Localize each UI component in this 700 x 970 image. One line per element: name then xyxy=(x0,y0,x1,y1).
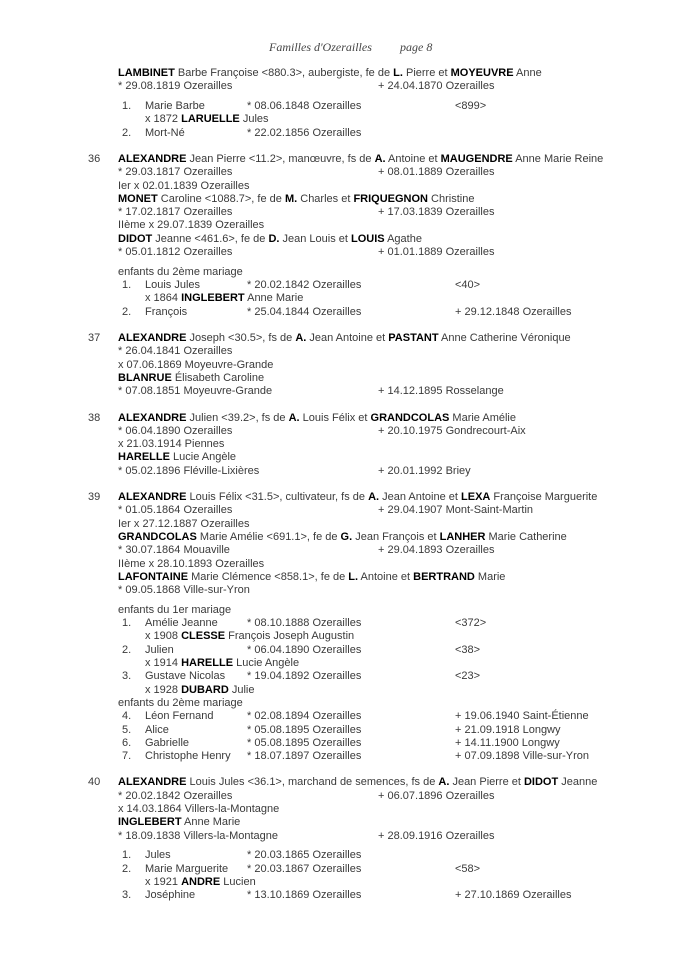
text-segment: Louis Jules <36.1>, marchand de semences, fs de xyxy=(186,776,439,789)
child-extra: + 29.12.1848 Ozerailles xyxy=(455,305,572,318)
surname: HARELLE xyxy=(118,451,170,464)
entry-line xyxy=(0,219,700,232)
text-segment: Christine xyxy=(428,192,475,205)
text-segment: Jean François et xyxy=(352,530,440,543)
text-segment: Lucie Angèle xyxy=(169,451,237,464)
child-name: Gustave Nicolas xyxy=(145,670,226,683)
child-name: Julien xyxy=(145,643,174,656)
entry-number: 39 xyxy=(88,491,101,504)
child-row xyxy=(0,306,700,319)
text-segment: Jeanne <461.6>, fe de xyxy=(152,232,269,245)
family-entry xyxy=(0,153,700,319)
child-name: Marie Barbe xyxy=(145,100,205,113)
child-extra: <40> xyxy=(455,279,481,292)
birth-info: * 01.05.1864 Ozerailles xyxy=(118,504,233,517)
surname: INGLEBERT xyxy=(181,292,245,305)
child-name: Marie Marguerite xyxy=(145,862,229,875)
surname: DIDOT xyxy=(118,232,153,245)
person-line xyxy=(118,332,571,345)
child-name: Léon Fernand xyxy=(145,710,214,723)
child-birth: * 18.07.1897 Ozerailles xyxy=(247,750,362,763)
family-entry xyxy=(0,776,700,902)
text-segment: x 1914 xyxy=(145,657,182,670)
entry-line xyxy=(0,876,700,889)
entry-line xyxy=(0,80,700,93)
child-row xyxy=(0,724,700,737)
person-line xyxy=(118,219,264,232)
text-segment: Julien <39.2>, fs de xyxy=(186,411,289,424)
surname: A. xyxy=(295,332,307,345)
surname: LEXA xyxy=(461,491,491,504)
birth-info: * 18.09.1838 Villers-la-Montagne xyxy=(118,829,279,842)
family-entry xyxy=(0,332,700,398)
text-segment: Caroline <1088.7>, fe de xyxy=(157,192,285,205)
entry-line xyxy=(0,830,700,843)
person-line xyxy=(118,153,603,166)
entry-line xyxy=(0,438,700,451)
surname: GRANDCOLAS xyxy=(370,411,450,424)
surname: ALEXANDRE xyxy=(118,411,187,424)
child-number: 5. xyxy=(122,723,132,736)
surname: A. xyxy=(288,411,300,424)
text-segment: IIème x 28.10.1893 Ozerailles xyxy=(118,557,265,570)
person-line xyxy=(118,372,264,385)
child-name: Joséphine xyxy=(145,889,196,902)
birth-info: * 05.01.1812 Ozerailles xyxy=(118,246,233,259)
text-segment: Jean Pierre <11.2>, manœuvre, fs de xyxy=(186,152,375,165)
surname: L. xyxy=(393,67,403,79)
entry-line xyxy=(0,345,700,358)
person-line xyxy=(118,604,231,617)
death-info: + 28.09.1916 Ozerailles xyxy=(378,829,495,842)
child-number: 2. xyxy=(122,862,132,875)
entry-line xyxy=(0,385,700,398)
child-row xyxy=(0,644,700,657)
surname: L. xyxy=(348,570,359,583)
surname: ANDRE xyxy=(181,876,221,889)
text-segment: Charles et xyxy=(297,192,354,205)
surname: A. xyxy=(368,491,380,504)
person-line xyxy=(118,451,236,464)
child-marriage xyxy=(145,876,256,889)
surname: MONET xyxy=(118,192,158,205)
person-line xyxy=(118,193,474,206)
child-name: Louis Jules xyxy=(145,279,201,292)
birth-info: * 29.08.1819 Ozerailles xyxy=(118,80,233,93)
text-segment: Élisabeth Caroline xyxy=(171,371,265,384)
child-extra: + 21.09.1918 Longwy xyxy=(455,723,561,736)
child-number: 3. xyxy=(122,889,132,902)
child-row xyxy=(0,670,700,683)
text-segment: François Joseph Augustin xyxy=(225,630,355,643)
person-line xyxy=(118,518,249,531)
surname: M. xyxy=(284,192,298,205)
family-entry xyxy=(0,491,700,763)
text-segment: Françoise Marguerite xyxy=(490,491,598,504)
birth-info: * 26.04.1841 Ozerailles xyxy=(118,345,233,358)
child-birth: * 05.08.1895 Ozerailles xyxy=(247,723,362,736)
entry-line xyxy=(0,67,700,80)
surname: D. xyxy=(268,232,280,245)
surname: ALEXANDRE xyxy=(118,491,187,504)
child-number: 6. xyxy=(122,736,132,749)
child-extra: <372> xyxy=(455,617,487,630)
text-segment: Joseph <30.5>, fs de xyxy=(186,332,296,345)
surname: DUBARD xyxy=(181,683,229,696)
entry-line xyxy=(0,630,700,643)
child-birth: * 08.06.1848 Ozerailles xyxy=(247,100,362,113)
text-segment: Anne xyxy=(513,67,542,79)
text-segment: Louis Félix <31.5>, cultivateur, fs de xyxy=(186,491,369,504)
child-marriage xyxy=(145,292,303,305)
text-segment: Marie xyxy=(474,570,506,583)
birth-info: * 29.03.1817 Ozerailles xyxy=(118,166,233,179)
text-segment: enfants du 1er mariage xyxy=(118,603,232,616)
surname: LANHER xyxy=(439,530,486,543)
child-number: 4. xyxy=(122,710,132,723)
entry-line xyxy=(0,558,700,571)
surname: BERTRAND xyxy=(413,570,475,583)
entry-line xyxy=(0,816,700,829)
text-segment: x 14.03.1864 Villers-la-Montagne xyxy=(118,803,280,816)
text-segment: enfants du 2ème mariage xyxy=(118,265,243,278)
birth-info: * 09.05.1868 Ville-sur-Yron xyxy=(118,584,250,597)
text-segment: Jean Pierre et xyxy=(449,776,524,789)
child-row xyxy=(0,127,700,140)
entry-line xyxy=(0,657,700,670)
surname: LAMBINET xyxy=(118,67,175,79)
person-line xyxy=(118,266,243,279)
child-birth: * 19.04.1892 Ozerailles xyxy=(247,670,362,683)
child-extra: <899> xyxy=(455,100,487,113)
text-segment: x 1872 xyxy=(145,113,182,126)
child-number: 1. xyxy=(122,617,132,630)
birth-info: * 17.02.1817 Ozerailles xyxy=(118,206,233,219)
person-line xyxy=(118,359,273,372)
entry-line xyxy=(0,697,700,710)
entry-line xyxy=(0,332,700,345)
entry-line xyxy=(0,684,700,697)
death-info: + 20.10.1975 Gondrecourt-Aix xyxy=(378,424,526,437)
child-number: 2. xyxy=(122,305,132,318)
entry-number: 37 xyxy=(88,332,101,345)
child-birth: * 06.04.1890 Ozerailles xyxy=(247,643,362,656)
surname: ALEXANDRE xyxy=(118,152,187,165)
birth-info: * 07.08.1851 Moyeuvre-Grande xyxy=(118,385,273,398)
person-line xyxy=(118,531,567,544)
text-segment: Marie Amélie xyxy=(449,411,516,424)
child-extra: <58> xyxy=(455,862,481,875)
family-entry xyxy=(0,412,700,478)
entry-line xyxy=(0,412,700,425)
birth-info: * 06.04.1890 Ozerailles xyxy=(118,424,233,437)
entry-line xyxy=(0,790,700,803)
entry-line xyxy=(0,776,700,789)
child-number: 1. xyxy=(122,100,132,113)
surname: PASTANT xyxy=(388,332,439,345)
child-number: 2. xyxy=(122,643,132,656)
entry-number: 40 xyxy=(88,776,101,789)
entry-line xyxy=(0,266,700,279)
death-info: + 08.01.1889 Ozerailles xyxy=(378,166,495,179)
entry-line xyxy=(0,233,700,246)
text-segment: Anne Marie xyxy=(181,816,241,829)
child-marriage xyxy=(145,684,254,697)
child-birth: * 25.04.1844 Ozerailles xyxy=(247,305,362,318)
text-segment: x 1921 xyxy=(145,876,182,889)
person-line xyxy=(118,803,279,816)
birth-info: * 05.02.1896 Fléville-Lixières xyxy=(118,464,260,477)
text-segment: Jules xyxy=(239,113,269,126)
person-line xyxy=(118,438,224,451)
entry-line xyxy=(0,113,700,126)
text-segment: x 1908 xyxy=(145,630,182,643)
surname: MOYEUVRE xyxy=(450,67,514,79)
child-name: François xyxy=(145,305,188,318)
text-segment: Antoine et xyxy=(358,570,414,583)
entry-line xyxy=(0,531,700,544)
text-segment: Ier x 27.12.1887 Ozerailles xyxy=(118,517,250,530)
text-segment: x 07.06.1869 Moyeuvre-Grande xyxy=(118,358,274,371)
child-extra: <23> xyxy=(455,670,481,683)
child-number: 2. xyxy=(122,126,132,139)
surname: G. xyxy=(340,530,353,543)
child-row xyxy=(0,889,700,902)
person-line xyxy=(118,697,243,710)
page-number: page 8 xyxy=(400,40,433,54)
child-row xyxy=(0,750,700,763)
child-extra: + 14.11.1900 Longwy xyxy=(455,736,560,749)
surname: INGLEBERT xyxy=(118,816,182,829)
entry-line xyxy=(0,425,700,438)
text-segment: Anne Catherine Véronique xyxy=(438,332,571,345)
child-name: Jules xyxy=(145,849,171,862)
person-line xyxy=(118,571,505,584)
text-segment: Lucie Angèle xyxy=(233,657,300,670)
child-birth: * 05.08.1895 Ozerailles xyxy=(247,736,362,749)
child-row xyxy=(0,100,700,113)
text-segment: Julie xyxy=(228,683,255,696)
entry-line xyxy=(0,206,700,219)
entry-line xyxy=(0,359,700,372)
family-entry xyxy=(0,67,700,140)
child-row xyxy=(0,617,700,630)
child-marriage xyxy=(145,630,354,643)
death-info: + 01.01.1889 Ozerailles xyxy=(378,246,495,259)
entry-number: 36 xyxy=(88,152,101,165)
child-row xyxy=(0,737,700,750)
text-segment: Marie Clémence <858.1>, fe de xyxy=(188,570,349,583)
child-name: Amélie Jeanne xyxy=(145,617,218,630)
child-row xyxy=(0,279,700,292)
page-header xyxy=(0,40,700,56)
text-segment: Jean Louis et xyxy=(279,232,352,245)
child-extra: + 27.10.1869 Ozerailles xyxy=(455,889,572,902)
surname: HARELLE xyxy=(181,657,234,670)
person-line xyxy=(118,816,240,829)
death-info: + 29.04.1907 Mont-Saint-Martin xyxy=(378,504,534,517)
entry-line xyxy=(0,544,700,557)
entry-line xyxy=(0,803,700,816)
child-birth: * 22.02.1856 Ozerailles xyxy=(247,126,362,139)
entry-line xyxy=(0,246,700,259)
birth-info: * 30.07.1864 Mouaville xyxy=(118,544,230,557)
entry-line xyxy=(0,292,700,305)
text-segment: Jean Antoine et xyxy=(306,332,389,345)
surname: ALEXANDRE xyxy=(118,776,187,789)
surname: LAFONTAINE xyxy=(118,570,189,583)
text-segment: Antoine et xyxy=(385,152,441,165)
child-birth: * 13.10.1869 Ozerailles xyxy=(247,889,362,902)
text-segment: Barbe Françoise <880.3>, aubergiste, fe de xyxy=(174,67,394,79)
child-extra: <38> xyxy=(455,643,481,656)
death-info: + 17.03.1839 Ozerailles xyxy=(378,206,495,219)
text-segment: x 1864 xyxy=(145,292,182,305)
surname: DIDOT xyxy=(523,776,559,789)
death-info: + 20.01.1992 Briey xyxy=(378,464,471,477)
person-line xyxy=(118,558,264,571)
child-birth: * 20.03.1865 Ozerailles xyxy=(247,849,362,862)
death-info: + 14.12.1895 Rosselange xyxy=(378,385,504,398)
entry-line xyxy=(0,372,700,385)
entry-line xyxy=(0,571,700,584)
text-segment: Pierre et xyxy=(402,67,451,79)
death-info: + 29.04.1893 Ozerailles xyxy=(378,544,495,557)
entry-line xyxy=(0,451,700,464)
text-segment: Anne Marie xyxy=(244,292,304,305)
person-line xyxy=(118,412,516,425)
text-segment: Jean Antoine et xyxy=(379,491,462,504)
person-line xyxy=(118,67,542,80)
person-line xyxy=(118,776,597,789)
entry-line xyxy=(0,193,700,206)
text-segment: Jeanne xyxy=(558,776,598,789)
child-number: 1. xyxy=(122,849,132,862)
child-name: Mort-Né xyxy=(145,126,185,139)
surname: LOUIS xyxy=(351,232,385,245)
text-segment: Anne Marie Reine xyxy=(512,152,604,165)
entry-line xyxy=(0,180,700,193)
text-segment: Marie Amélie <691.1>, fe de xyxy=(196,530,341,543)
person-line xyxy=(118,180,249,193)
entry-line xyxy=(0,584,700,597)
text-segment: Louis Félix et xyxy=(299,411,371,424)
entry-number: 38 xyxy=(88,411,101,424)
text-segment: x 21.03.1914 Piennes xyxy=(118,438,225,451)
entry-line xyxy=(0,153,700,166)
child-marriage xyxy=(145,657,299,670)
child-marriage xyxy=(145,113,269,126)
entry-line xyxy=(0,491,700,504)
surname: A. xyxy=(374,152,386,165)
surname: LARUELLE xyxy=(181,113,240,126)
child-birth: * 20.03.1867 Ozerailles xyxy=(247,862,362,875)
entry-line xyxy=(0,465,700,478)
child-name: Alice xyxy=(145,723,169,736)
text-segment: Marie Catherine xyxy=(485,530,567,543)
text-segment: Lucien xyxy=(220,876,256,889)
entry-line xyxy=(0,604,700,617)
child-extra: + 07.09.1898 Ville-sur-Yron xyxy=(455,750,590,763)
surname: ALEXANDRE xyxy=(118,332,187,345)
person-line xyxy=(118,233,422,246)
text-segment: x 1928 xyxy=(145,683,182,696)
child-number: 3. xyxy=(122,670,132,683)
surname: A. xyxy=(438,776,450,789)
child-row xyxy=(0,849,700,862)
entry-line xyxy=(0,518,700,531)
child-number: 7. xyxy=(122,750,132,763)
text-segment: enfants du 2ème mariage xyxy=(118,696,243,709)
surname: CLESSE xyxy=(181,630,226,643)
genealogy-entries xyxy=(0,67,700,903)
child-birth: * 08.10.1888 Ozerailles xyxy=(247,617,362,630)
birth-info: * 20.02.1842 Ozerailles xyxy=(118,789,233,802)
child-name: Christophe Henry xyxy=(145,750,231,763)
child-extra: + 19.06.1940 Saint-Étienne xyxy=(455,710,589,723)
text-segment: IIème x 29.07.1839 Ozerailles xyxy=(118,219,265,232)
surname: BLANRUE xyxy=(118,371,172,384)
child-number: 1. xyxy=(122,279,132,292)
person-line xyxy=(118,491,597,504)
surname: GRANDCOLAS xyxy=(118,530,197,543)
child-row xyxy=(0,710,700,723)
child-birth: * 02.08.1894 Ozerailles xyxy=(247,710,362,723)
entry-line xyxy=(0,166,700,179)
death-info: + 24.04.1870 Ozerailles xyxy=(378,80,495,93)
child-row xyxy=(0,863,700,876)
surname: MAUGENDRE xyxy=(440,152,513,165)
death-info: + 06.07.1896 Ozerailles xyxy=(378,789,495,802)
entry-line xyxy=(0,504,700,517)
text-segment: Ier x 02.01.1839 Ozerailles xyxy=(118,179,250,192)
child-name: Gabrielle xyxy=(145,736,190,749)
surname: FRIQUEGNON xyxy=(353,192,428,205)
text-segment: Agathe xyxy=(384,232,422,245)
child-birth: * 20.02.1842 Ozerailles xyxy=(247,279,362,292)
document-title: Familles d'Ozerailles xyxy=(269,40,372,54)
